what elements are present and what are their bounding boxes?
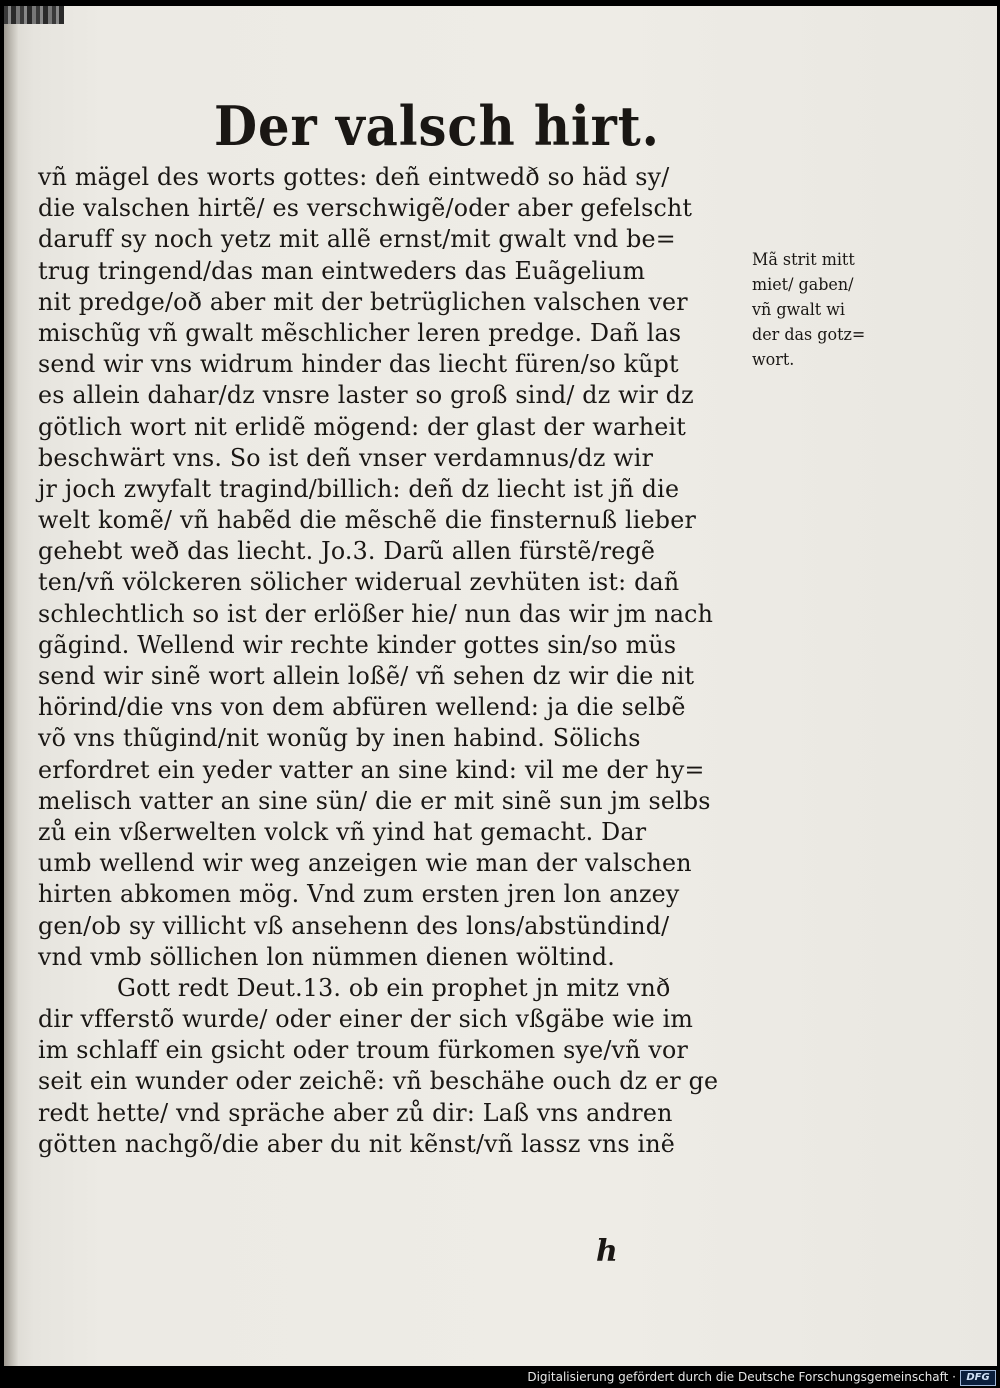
text-line: trug tringend/das man eintweders das Euãgelium: [38, 256, 646, 285]
running-head: Der valsch hirt.: [214, 94, 660, 158]
marginal-note-line: vñ gwalt wi: [752, 300, 846, 320]
text-line: jr joch zwyfalt tragind/billich: deñ dz liecht ist jñ die: [38, 474, 680, 503]
text-line: erfordret ein yeder vatter an sine kind: vil me der hy=: [38, 755, 705, 784]
text-line: umb wellend wir weg anzeigen wie man der valschen: [38, 849, 692, 878]
text-line: võ vns thũgind/nit wonũg by inen habind. Sölichs: [38, 724, 641, 753]
text-line: götten nachgõ/die aber du nit kẽnst/vñ lassz vns inẽ: [38, 1129, 676, 1158]
text-line: gen/ob sy villicht vß ansehenn des lons/abstündind/: [38, 911, 670, 940]
marginal-note-line: wort.: [752, 350, 795, 370]
page-gutter: [4, 6, 18, 1366]
scan-edge-mark: [4, 6, 64, 24]
text-line: send wir vns widrum hinder das liecht füren/so kũpt: [38, 350, 679, 379]
text-line: melisch vatter an sine sün/ die er mit sinẽ sun jm selbs: [38, 786, 711, 815]
dfg-logo: DFG: [960, 1370, 996, 1386]
text-line: beschwärt vns. So ist deñ vnser verdamnus/dz wir: [38, 443, 654, 472]
book-page: [4, 6, 997, 1366]
text-line: gãgind. Wellend wir rechte kinder gottes sin/so müs: [38, 630, 677, 659]
text-line: send wir sinẽ wort allein loßẽ/ vñ sehen dz wir die nit: [38, 662, 695, 690]
text-line: im schlaff ein gsicht oder troum fürkomen sye/vñ vor: [38, 1036, 688, 1065]
funding-note: Digitalisierung gefördert durch die Deutsche Forschungsgemeinschaft ·: [527, 1370, 956, 1384]
text-line: es allein dahar/dz vnsre laster so groß sind/ dz wir dz: [38, 381, 694, 410]
text-line: dir vfferstõ wurde/ oder einer der sich vßgäbe wie im: [38, 1005, 694, 1034]
text-line: vñ mägel des worts gottes: deñ eintwedð so häd sy/: [38, 163, 670, 191]
text-line: welt komẽ/ vñ habẽd die mẽschẽ die finsternuß lieber: [38, 506, 696, 535]
signature-mark: h: [596, 1234, 618, 1269]
marginal-note: [752, 248, 912, 373]
marginal-note-line: Mã strit mitt: [752, 250, 855, 270]
text-line: hirten abkomen mög. Vnd zum ersten jren lon anzey: [38, 880, 680, 909]
text-line: daruff sy noch yetz mit allẽ ernst/mit gwalt vnd be=: [38, 225, 676, 254]
text-line: schlechtlich so ist der erlößer hie/ nun das wir jm nach: [38, 599, 714, 628]
text-line: zů ein vßerwelten volck vñ yind hat gemacht. Dar: [38, 817, 647, 846]
body-text: [38, 162, 758, 1160]
text-line: nit predge/oð aber mit der betrüglichen valschen ver: [38, 287, 688, 316]
text-line: redt hette/ vnd spräche aber zů dir: Laß vns andren: [38, 1098, 673, 1127]
text-line: ten/vñ völckeren sölicher widerual zevhüten ist: dañ: [38, 568, 680, 597]
text-line: mischũg vñ gwalt mẽschlicher leren predge. Dañ las: [38, 318, 682, 347]
text-line: seit ein wunder oder zeichẽ: vñ beschähe ouch dz er ge: [38, 1067, 719, 1096]
text-line: gehebt weð das liecht. Jo.3. Darũ allen fürstẽ/regẽ: [38, 537, 656, 566]
text-line: hörind/die vns von dem abfüren wellend: ja die selbẽ: [38, 693, 686, 722]
text-line: die valschen hirtẽ/ es verschwigẽ/oder aber gefelscht: [38, 194, 693, 223]
marginal-note-line: der das gotz=: [752, 325, 866, 345]
text-line: Gott redt Deut.13. ob ein prophet jn mitz vnð: [117, 973, 671, 1002]
text-line: vnd vmb söllichen lon nümmen dienen wöltind.: [38, 942, 616, 971]
marginal-note-line: miet/ gaben/: [752, 275, 854, 295]
text-line: götlich wort nit erlidẽ mögend: der glast der warheit: [38, 412, 686, 441]
